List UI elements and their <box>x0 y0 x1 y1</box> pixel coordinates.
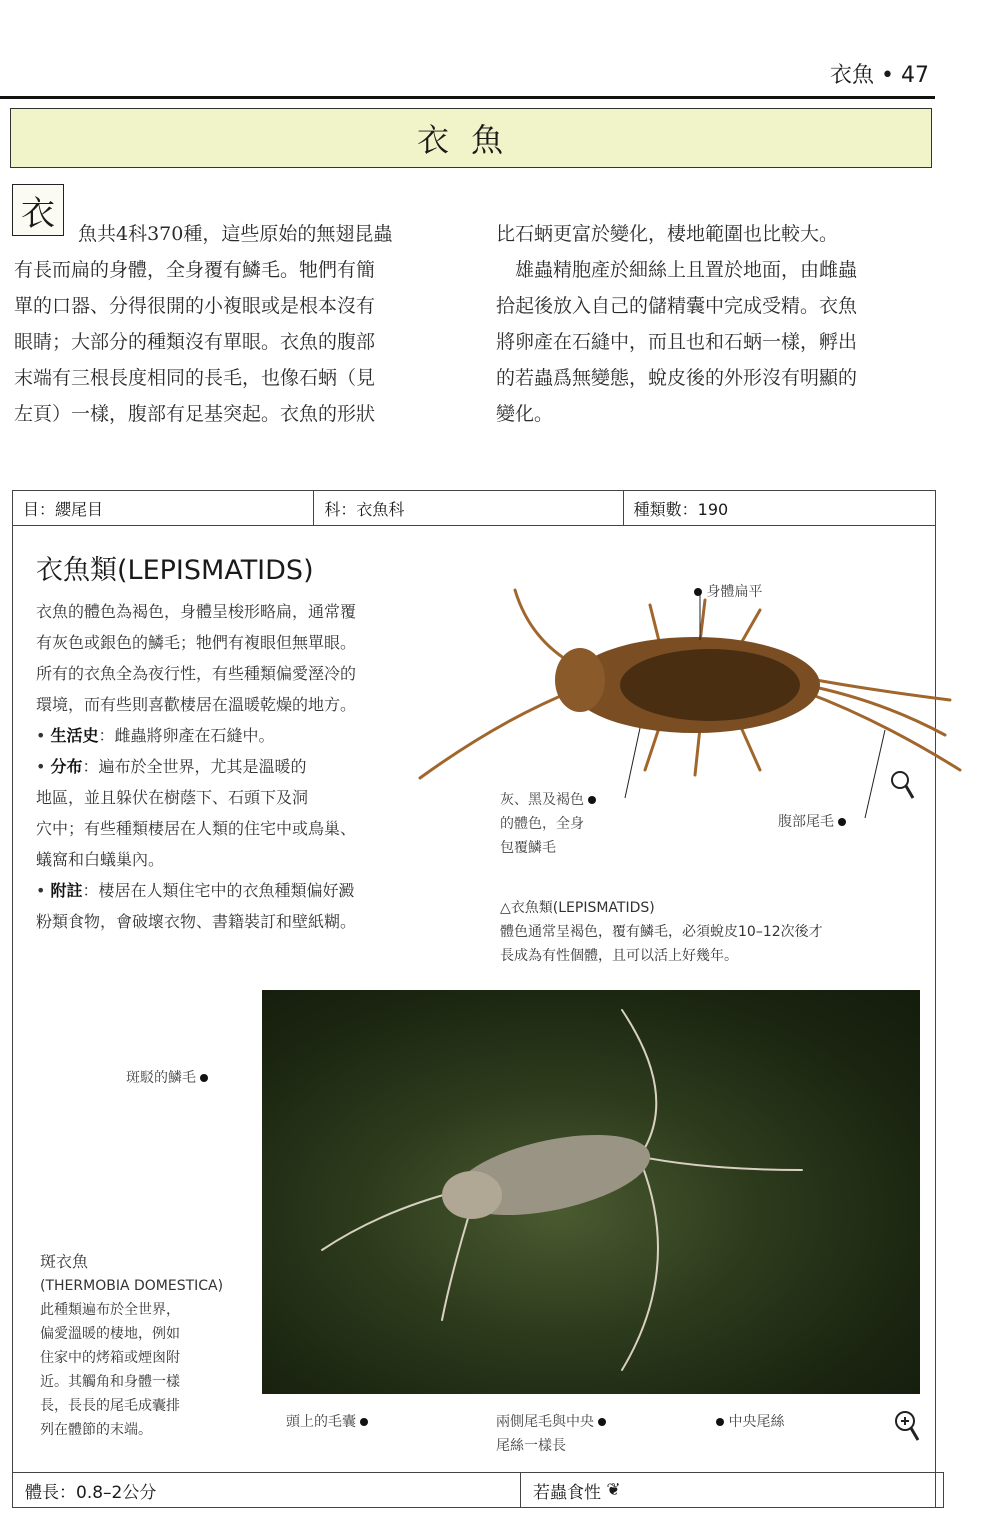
firebrat-line: 列在體節的末端。 <box>40 1422 152 1438</box>
label-color <box>500 788 596 860</box>
note-label: 附註 <box>50 881 83 900</box>
species-description <box>36 596 456 937</box>
body-line: 穴中；有些種類棲居在人類的住宅中或鳥巢、 <box>36 819 357 838</box>
intro-line: 雄蟲精胞產於細絲上且置於地面，由雌蟲 <box>496 259 858 281</box>
pointer-dot <box>694 588 702 596</box>
caption-title: △衣魚類(LEPISMATIDS) <box>500 900 655 916</box>
label-central-filament <box>716 1410 784 1434</box>
firebrat-line: 偏愛溫暖的棲地，例如 <box>40 1326 180 1342</box>
intro-line: 魚共4科370種，這些原始的無翅昆蟲 <box>78 223 393 245</box>
label-cerci <box>778 810 846 834</box>
distribution: • 分布：遍布於全世界，尤其是溫暖的 <box>36 757 307 776</box>
label-scales <box>126 1066 208 1090</box>
firebrat-line: 近。其觸角和身體一樣 <box>40 1374 180 1390</box>
family-cell: 科：衣魚科 <box>314 491 623 525</box>
label-line <box>496 1410 606 1434</box>
order-cell: 目：纓尾目 <box>13 491 314 525</box>
body-line: 地區，並且躲伏在樹蔭下、石頭下及洞 <box>36 788 309 807</box>
pointer-dot <box>598 1418 606 1426</box>
label-text: 身體扁平 <box>706 584 763 600</box>
label-line <box>500 788 596 812</box>
label-text: 斑駁的鱗毛 <box>126 1070 196 1086</box>
diet <box>521 1473 621 1507</box>
zoom-icon <box>892 772 908 788</box>
intro-col2 <box>496 216 936 432</box>
label-head-hairs <box>286 1410 368 1434</box>
firebrat-line: 住家中的烤箱或煙囪附 <box>40 1350 180 1366</box>
body-line: 蟻窩和白蟻巢內。 <box>36 850 165 869</box>
body-line: 衣魚的體色為褐色，身體呈梭形略扁，通常覆 <box>36 602 357 621</box>
pointer-dot <box>360 1418 368 1426</box>
life-history: • 生活史：雌蟲將卵產在石縫中。 <box>36 726 275 745</box>
dropcap: 衣 <box>12 184 64 236</box>
leaf-icon: ❦ <box>606 1480 621 1500</box>
diet-label: 若蟲食性 <box>533 1482 601 1503</box>
top-rule <box>0 96 935 99</box>
intro-line: 眼睛；大部分的種類沒有單眼。衣魚的腹部 <box>14 331 376 353</box>
firebrat-photo <box>262 990 920 1394</box>
species-title: 衣魚類(LEPISMATIDS) <box>36 555 314 586</box>
taxonomy-bar <box>12 490 936 526</box>
running-head: 衣魚 • 47 <box>830 63 929 88</box>
label-text: 兩側尾毛與中央 <box>496 1414 594 1430</box>
firebrat-line: 此種類遍布於全世界， <box>40 1302 180 1318</box>
body-length: 體長：0.8–2公分 <box>13 1473 521 1507</box>
zoom-icon <box>892 1408 922 1444</box>
lepismatid-illustration <box>410 560 970 820</box>
body-line: 所有的衣魚全為夜行性，有些種類偏愛溼冷的 <box>36 664 357 683</box>
label-line: 包覆鱗毛 <box>500 840 556 856</box>
pointer-dot <box>588 796 596 804</box>
intro-line: 末端有三根長度相同的長毛，也像石蛃（見 <box>14 367 376 389</box>
label-side-cerci <box>496 1410 606 1458</box>
chapter-title: 衣魚 <box>10 108 932 168</box>
label-flat-body <box>694 580 762 604</box>
body-line: 環境，而有些則喜歡棲居在溫暖乾燥的地方。 <box>36 695 357 714</box>
intro-line: 的若蟲爲無變態，蛻皮後的外形沒有明顯的 <box>496 367 858 389</box>
label-line: 尾絲一樣長 <box>496 1438 566 1454</box>
intro-line: 將卵產在石縫中，而且也和石蛃一樣，孵出 <box>496 331 858 353</box>
firebrat-name: 斑衣魚 <box>40 1252 89 1271</box>
intro-line: 單的口器、分得很開的小複眼或是根本沒有 <box>14 295 376 317</box>
intro-line: 比石蛃更富於變化，棲地範圍也比較大。 <box>496 223 839 245</box>
dist-text: ：遍布於全世界，尤其是溫暖的 <box>82 757 307 776</box>
label-line: 的體色，全身 <box>500 816 584 832</box>
caption-lepismatids <box>500 896 930 968</box>
note-text: ：棲居在人類住宅中的衣魚種類偏好澱 <box>82 881 355 900</box>
firebrat-description <box>40 1250 223 1442</box>
note: • 附註：棲居在人類住宅中的衣魚種類偏好澱 <box>36 881 355 900</box>
label-text: 中央尾絲 <box>728 1414 785 1430</box>
life-text: ：雌蟲將卵產在石縫中。 <box>98 726 275 745</box>
label-text: 頭上的毛囊 <box>286 1414 356 1430</box>
body-line: 有灰色或銀色的鱗毛；牠們有複眼但無單眼。 <box>36 633 357 652</box>
firebrat-illustration <box>262 990 920 1394</box>
intro-line: 有長而扁的身體，全身覆有鱗毛。牠們有簡 <box>14 259 376 281</box>
pointer-dot <box>838 818 846 826</box>
intro-line: 左頁）一樣，腹部有足基突起。衣魚的形狀 <box>14 403 376 425</box>
stats-bar <box>12 1472 944 1508</box>
pointer-dot <box>200 1074 208 1082</box>
species-count-cell: 種類數：190 <box>633 499 729 519</box>
label-text: 腹部尾毛 <box>778 814 834 830</box>
firebrat-line: 長，長長的尾毛成囊排 <box>40 1398 180 1414</box>
body-line: 粉類食物，會破壞衣物、書籍裝訂和壁紙糊。 <box>36 912 357 931</box>
firebrat-latin: (THERMOBIA DOMESTICA) <box>40 1278 224 1294</box>
dist-label: 分布 <box>50 757 83 776</box>
intro-line: 拾起後放入自己的儲精囊中完成受精。衣魚 <box>496 295 858 317</box>
life-label: 生活史 <box>50 726 99 745</box>
caption-line: 長成為有性個體，且可以活上好幾年。 <box>500 948 738 964</box>
pointer-dot <box>716 1418 724 1426</box>
intro-col1 <box>14 216 454 432</box>
label-text: 灰、黑及褐色 <box>500 792 584 808</box>
caption-line: 體色通常呈褐色，覆有鱗毛，必須蛻皮10–12次後才 <box>500 924 823 940</box>
intro-line: 變化。 <box>496 403 554 425</box>
